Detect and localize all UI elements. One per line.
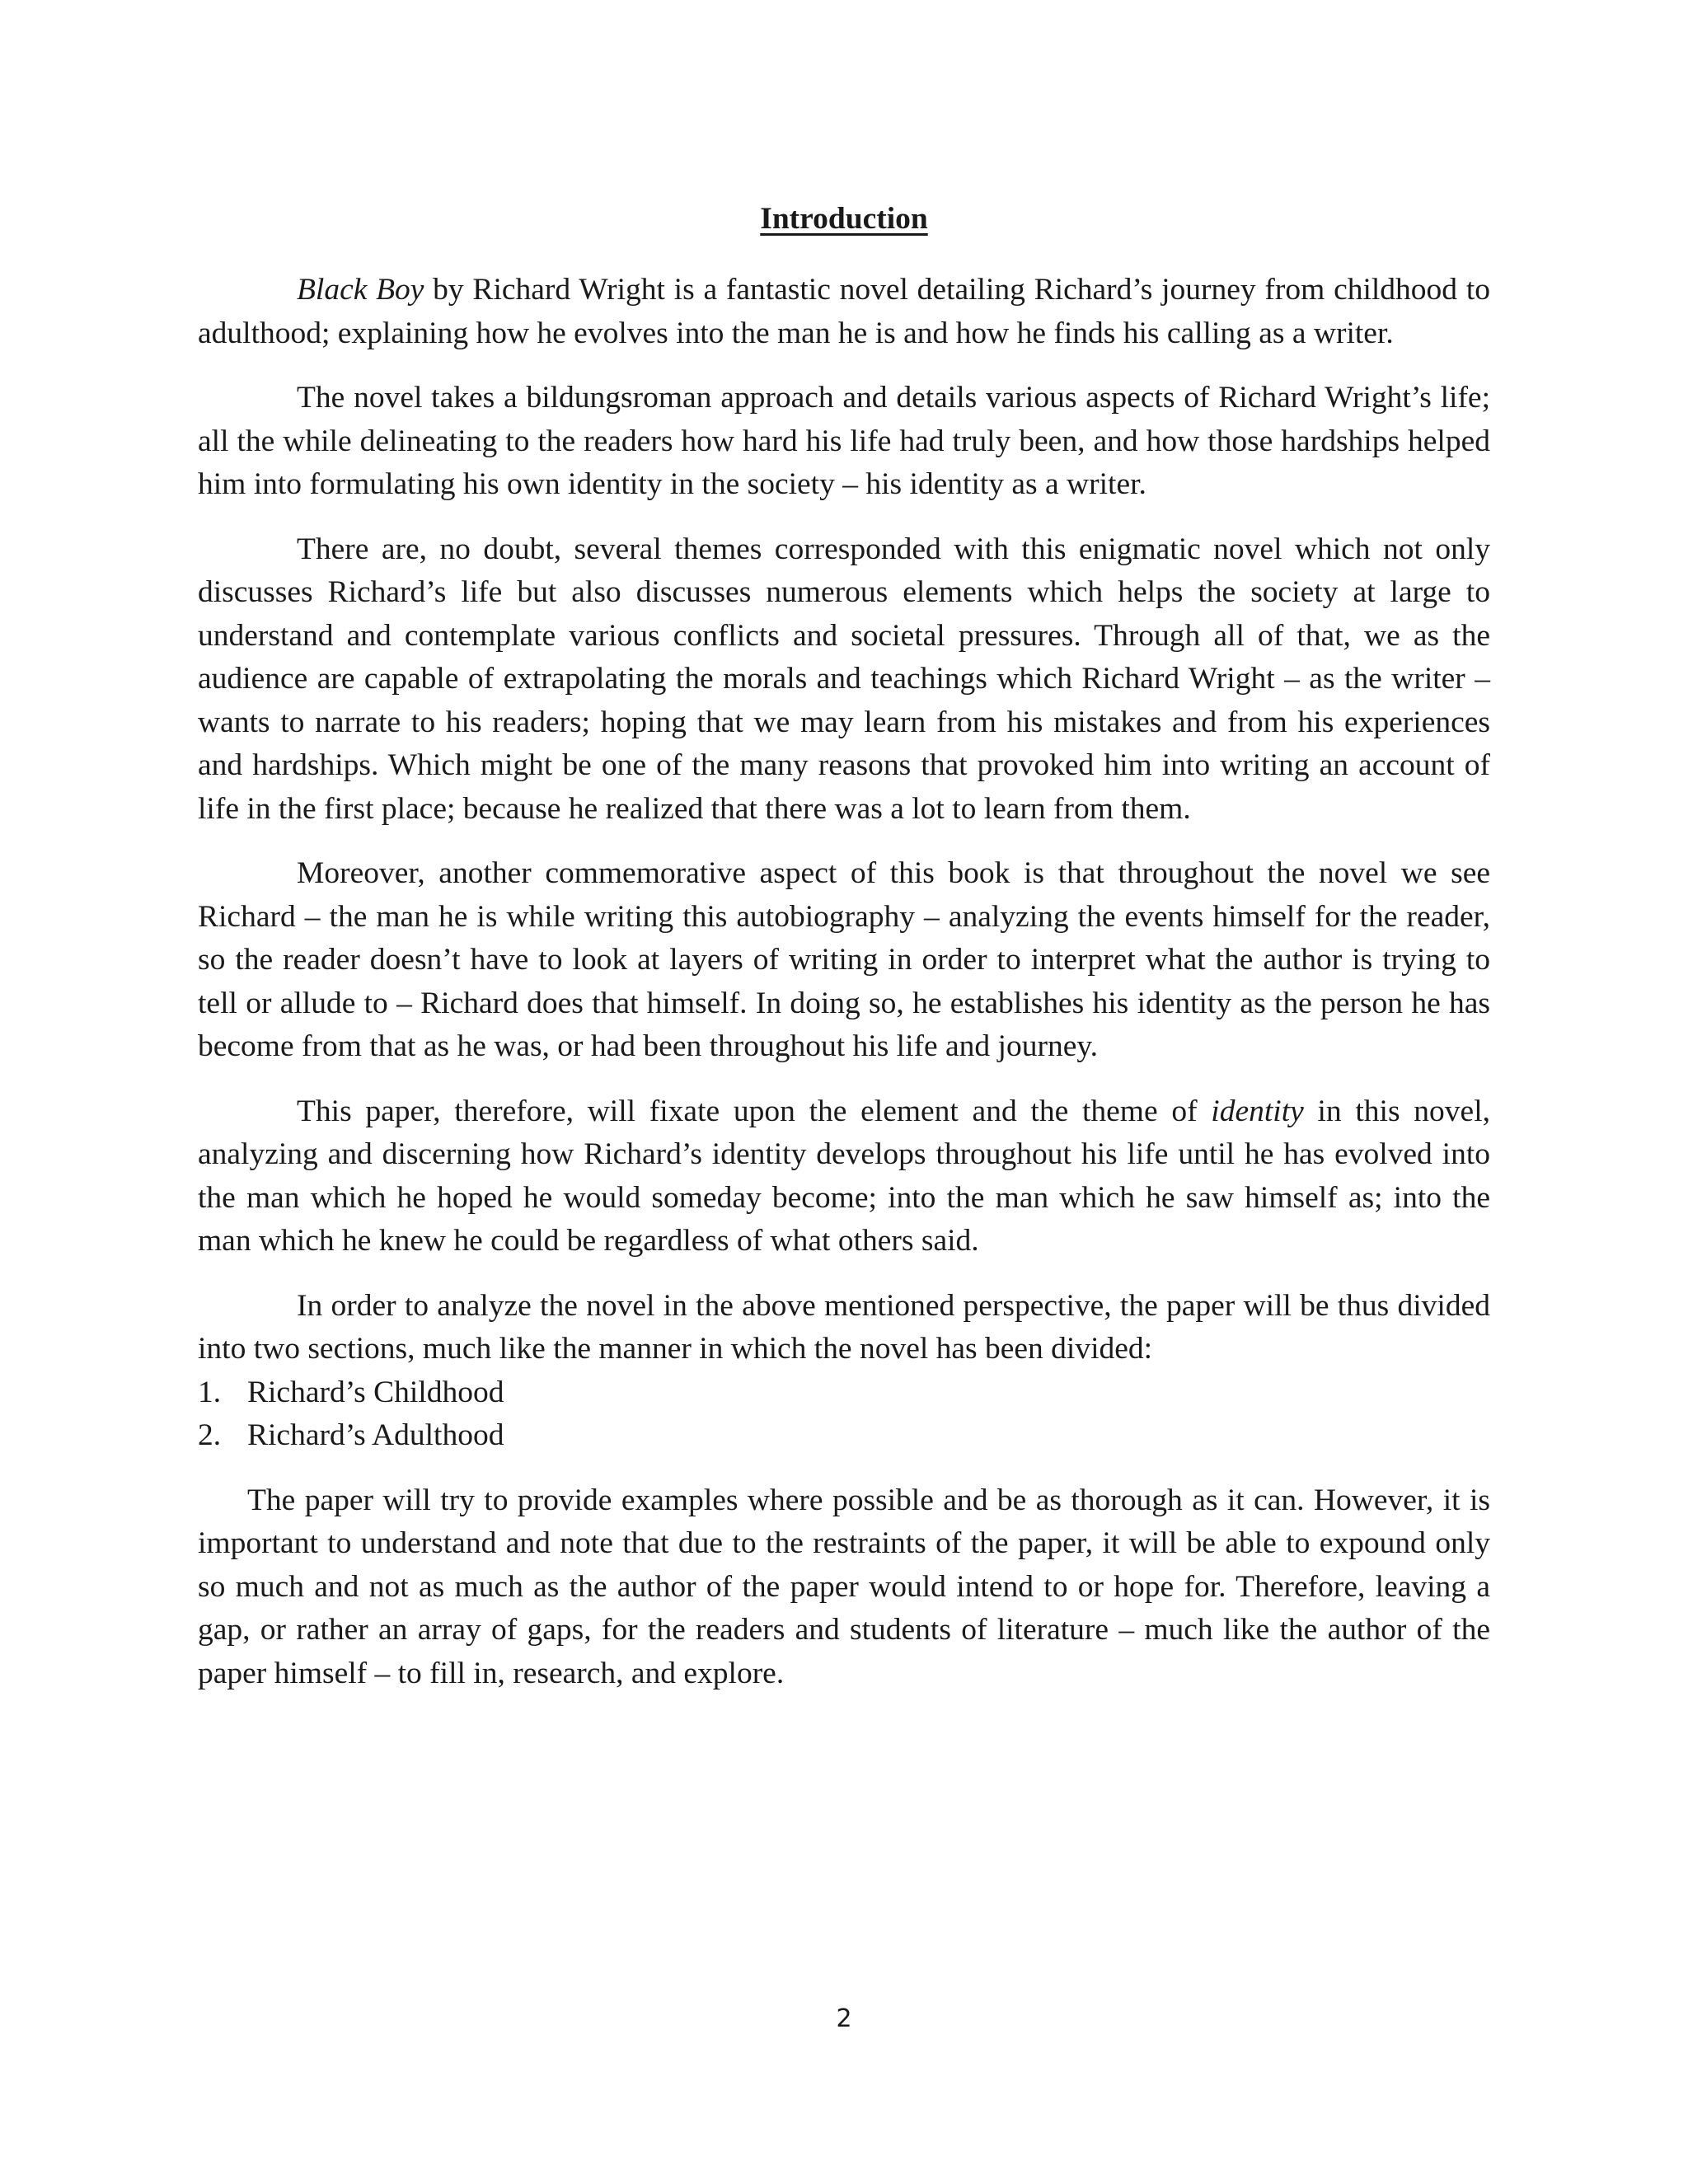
section-heading: Introduction (760, 202, 928, 236)
list-number: 2. (198, 1418, 222, 1452)
paragraph-3: There are, no doubt, several themes corresponded with this enigmatic novel which not only discusses Richard’s life but also discusses numerous elements which helps the society at large to understand and contemplate various conflicts and societal pressures. Through all of that, we as the audience are capable of extrapolating the morals and teachings which Richard Wright – as the writer – wants to narrate to his readers; hoping that we may learn from his mistakes and from his experiences and hardships. Which might be one of the many reasons that provoked him into writing an account of life in the first place; because he realized that there was a lot to learn from them. (198, 532, 1490, 826)
paragraph-7: The paper will try to provide examples where possible and be as thorough as it can. However, it is important to understand and note that due to the restraints of the paper, it will be able to expound only so much and not as much as the author of the paper would intend to or hope for. Therefore, leaving a gap, or rather an array of gaps, for the readers and students of literature – much like the author of the paper himself – to fill in, research, and explore. (198, 1483, 1490, 1690)
list-item (198, 1371, 1490, 1415)
paragraph-1 (198, 269, 1490, 355)
book-title: Black Boy (297, 273, 424, 307)
page-number: 2 (836, 2004, 852, 2033)
list-item-text: Richard’s Adulthood (247, 1418, 504, 1452)
document-body (198, 198, 1490, 1717)
emphasis-identity: identity (1211, 1094, 1304, 1128)
list-number: 1. (198, 1375, 222, 1409)
paragraph-4: Moreover, another commemorative aspect of this book is that throughout the novel we see Richard – the man he is while writing this autobiography – analyzing the events himself for the reader, so the reader doesn’t have to look at layers of writing in order to interpret what the author is trying to tell or allude to – Richard does that himself. In doing so, he establishes his identity as the person he has become from that as he was, or had been throughout his life and journey. (198, 856, 1490, 1063)
paragraph-5 (198, 1090, 1490, 1263)
list-item (198, 1414, 1490, 1458)
sections-list (198, 1371, 1490, 1458)
paragraph-2: The novel takes a bildungsroman approach and details various aspects of Richard Wright’s life; all the while delineating to the readers how hard his life had truly been, and how those hardships helped him into formulating his own identity in the society – his identity as a writer. (198, 381, 1490, 501)
paragraph-5-text-after: in this novel, analyzing and discerning how Richard’s identity develops throughout his life until he has evolved into the man which he hoped he would someday become; into the man which he saw himself as; into the man which he knew he could be regardless of what others said. (198, 1094, 1490, 1258)
paragraph-5-text-before: This paper, therefore, will fixate upon the element and the theme of (297, 1094, 1212, 1128)
paragraph-6: In order to analyze the novel in the above mentioned perspective, the paper will be thus divided into two sections, much like the manner in which the novel has been divided: (198, 1288, 1490, 1366)
list-item-text: Richard’s Childhood (247, 1375, 504, 1409)
paragraph-1-text: by Richard Wright is a fantastic novel detailing Richard’s journey from childhood to adulthood; explaining how he evolves into the man he is and how he finds his calling as a writer. (198, 273, 1490, 350)
